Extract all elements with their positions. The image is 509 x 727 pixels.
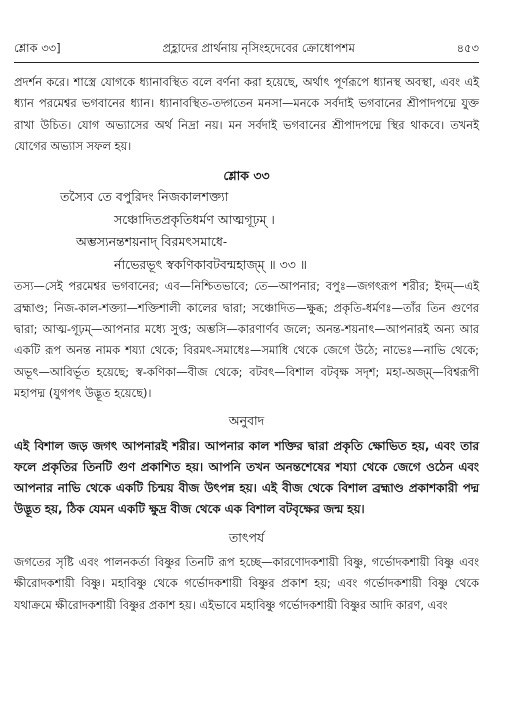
page-body (14, 72, 479, 616)
verse-line-3: অম্ভস্যনন্তশয়নাদ্ বিরমৎসমাধে- (76, 234, 228, 250)
chapter-title: প্রহ্লাদের প্রার্থনায় নৃসিংহদেবের ক্রোধোপশম (162, 40, 355, 55)
synonyms: তস্য—সেই পরমেশ্বর ভগবানের; এব—নিশ্চিতভাবে; তে—আপনার; বপুঃ—জগৎরূপ শরীর; ইদম্—এই ব্রহ্মাণ্ড; নিজ-কাল-শক্ত্যা—শক্তিশালী কালের দ্বারা; সঞ্চোদিত—ক্ষুব্ধ; প্রকৃতি-ধর্মণঃ—তাঁর তিন গুণের দ্বারা; আত্ম-গূঢ়ম্—আপনার মধ্যে সুপ্ত; অম্ভসি—কারণার্ণব জলে; অনন্ত-শয়নাৎ—আপনারই অন্য আর একটি রূপ অনন্ত নামক শয্যা থেকে; বিরমৎ-সমাধেঃ—সমাধি থেকে জেগে উঠে; নাভেঃ—নাভি থেকে; অভূৎ—আবির্ভূত হয়েছে; স্ব-কণিকা—বীজ থেকে; বটবৎ—বিশাল বটবৃক্ষ সদৃশ; মহা-অজ্ম্—বিশ্বরূপী মহাপদ্ম (যুগপৎ উদ্ভূত হয়েছে)। (14, 279, 479, 400)
verse-line-1: তস্যৈব তে বপুরিদং নিজকালশক্ত্যা (60, 189, 229, 205)
verse-line-2: সঞ্চোদিতপ্রকৃতিধর্মণ আত্মগূঢ়ম্ । (114, 211, 275, 227)
purport: জগতের সৃষ্টি এবং পালনকর্তা বিষ্ণুর তিনটি রূপ হচ্ছে—কারণোদকশায়ী বিষ্ণু, গর্ভোদকশায়ী বিষ্ণু এবং ক্ষীরোদকশায়ী বিষ্ণু। মহাবিষ্ণু থেকে গর্ভোদকশায়ী বিষ্ণুর প্রকাশ হয়; এবং গর্ভোদকশায়ী বিষ্ণু থেকে যথাক্রমে ক্ষীরোদকশায়ী বিষ্ণুর প্রকাশ হয়। এইভাবে মহাবিষ্ণু গর্ভোদকশায়ী বিষ্ণুর আদি কারণ, এবং (14, 555, 479, 612)
verse-heading: শ্লোক ৩৩ (223, 168, 270, 184)
purport-heading: তাৎপর্য (228, 529, 265, 545)
page-number: ৪৫৩ (456, 40, 479, 55)
translation: এই বিশাল জড় জগৎ আপনারই শরীর। আপনার কাল শক্তির দ্বারা প্রকৃতি ক্ষোভিত হয়, এবং তার ফলে প্রকৃতির তিনটি গুণ প্রকাশিত হয়। আপনি তখন অনন্তশেষের শয্যা থেকে জেগে ওঠেন এবং আপনার নাভি থেকে একটি চিন্ময় বীজ উৎপন্ন হয়। এই বীজ থেকে বিশাল ব্রহ্মাণ্ড প্রকাশকারী পদ্ম উদ্ভূত হয়, ঠিক যেমন একটি ক্ষুদ্র বীজ থেকে এক বিশাল বটবৃক্ষের জন্ম হয়। (14, 438, 479, 517)
verse-reference: শ্লোক ৩৩] (14, 40, 61, 55)
translation-heading: অনুবাদ (228, 413, 265, 429)
verse-line-4: র্নাভেরভূৎ স্বকণিকাবটবন্মহাজ্ম্ ॥ ৩৩ ॥ (114, 256, 307, 272)
header-rule (14, 62, 479, 63)
running-header (14, 40, 479, 58)
intro-paragraph: প্রদর্শন করে। শাস্ত্রে যোগকে ধ্যানাবস্থিত বলে বর্ণনা করা হয়েছে, অর্থাৎ পূর্ণরূপে ধ্যানস্থ অবস্থা, এবং এই ধ্যান পরমেশ্বর ভগবানের ধ্যান। ধ্যানাবস্থিত-তদ্গতেন মনসা—মনকে সর্বদাই ভগবানের শ্রীপাদপদ্মে যুক্ত রাখা উচিত। যোগ অভ্যাসের অর্থ নিদ্রা নয়। মন সর্বদাই ভগবানের শ্রীপাদপদ্মে স্থির থাকবে। তখনই যোগের অভ্যাস সফল হয়। (14, 75, 479, 153)
